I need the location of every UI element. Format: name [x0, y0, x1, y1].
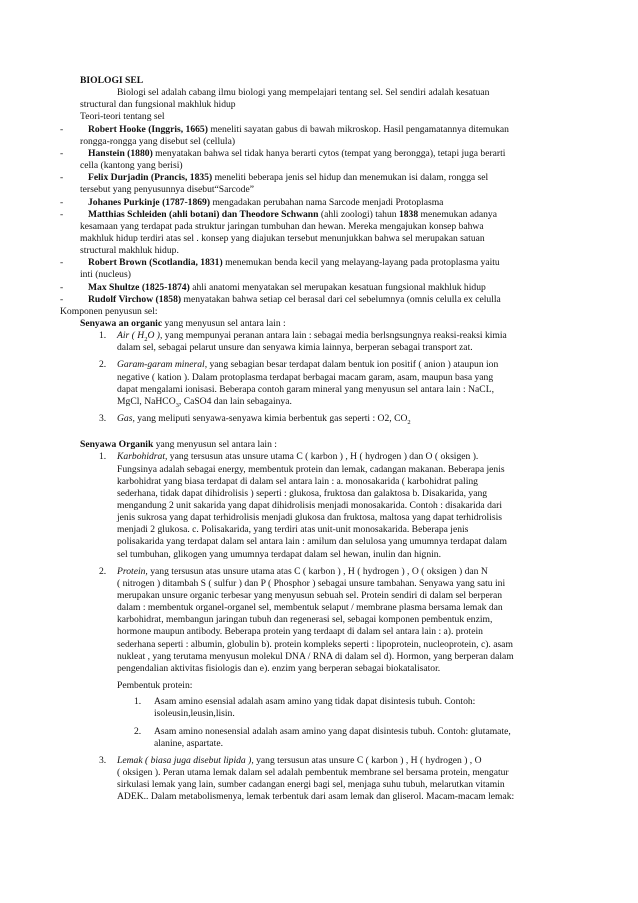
- subscript: 3: [175, 401, 179, 409]
- text-run: yang menyusun sel antara lain :: [153, 439, 277, 451]
- text-run: 2.: [99, 359, 107, 371]
- text-run: Asam amino esensial adalah asam amino yang tidak dapat disintesis tubuh. Contoh:: [154, 696, 476, 708]
- item-number: [99, 330, 106, 342]
- text-run: sirkulasi lemak yang lain, sumber cadangan energi bagi sel, menjaga suhu tubuh, melarutkan vitamin: [117, 779, 505, 791]
- theory-item: [88, 282, 486, 294]
- organic-heading: [80, 439, 277, 451]
- text-run: (ahli zoologi) tahun: [318, 208, 399, 220]
- organic-item-line: [117, 464, 505, 476]
- text-run: yang tersusun atas unsure utama C ( karbon ) , H ( hydrogen ) dan O ( oksigen ).: [167, 451, 479, 463]
- scientist-name: Rudolf Virchow (1858): [88, 293, 182, 305]
- text-run: Teori-teori tentang sel: [80, 111, 165, 123]
- protein-builder-line: [154, 696, 475, 708]
- inorganic-item-line: [117, 396, 292, 408]
- list-dash: -: [60, 147, 64, 159]
- text-run: meneliti beberapa jenis sel hidup dan menemukan isi dalam, rongga sel: [212, 172, 489, 184]
- title-text: BIOLOGI SEL: [80, 75, 144, 86]
- text-run: dalam sel, sebagai pelarut unsure dan senyawa kimia lainnya, berperan sebagai transport zat.: [117, 342, 473, 354]
- text-run: yang mempunyai peranan antara lain : sebagai media berlsngsungnya reaksi-reaksi kimia: [162, 330, 507, 342]
- text-run: sel tumbuhan, glikogen yang umumnya terdapat dalam sel hewan, inulin dan hignin.: [117, 548, 441, 560]
- organic-item-line: [117, 626, 483, 638]
- text-run: structural dan fungsional makhluk hidup: [80, 99, 236, 111]
- text-run: sederhana seperti : albumin, globulin b). protein kompleks seperti : lipoprotein, nucleoprotein, c). asam: [117, 638, 513, 650]
- scientist-name: Hanstein (1880): [88, 147, 153, 159]
- scientist-name: Robert Brown (Scotlandia, 1831): [88, 257, 223, 269]
- page-title: [80, 75, 143, 87]
- components-heading: [60, 306, 158, 318]
- text-run: menemukan adanya: [418, 208, 497, 220]
- theory-item: [88, 197, 443, 209]
- text-run: Pembentuk protein:: [117, 680, 193, 692]
- text-run: negative ( kation ). Dalam protoplasma terdapat berbagai macam garam, asam, maupun basa yang: [117, 371, 494, 383]
- inorganic-item-line: [117, 342, 473, 354]
- text-run: dapat mengalami ionisasi. Beberapa contoh garam mineral yang menyusun sel antara lain : NaCL,: [117, 383, 494, 395]
- italic-term: Lemak ( biasa juga disebut lipida ): [117, 754, 252, 766]
- text-run: dalam : membentuk organel-organel sel, membentuk selaput / membrane plasma bersama lemak dan: [117, 602, 503, 614]
- text-run: yang meliputi senyawa-senyawa kimia berbentuk gas seperti : O2, CO: [134, 413, 408, 425]
- theory-item-continuation: [80, 136, 235, 148]
- item-number: [99, 451, 106, 463]
- text-run: ( nitrogen ) ditambah S ( sulfur ) dan P ( Phosphor ) sebagai unsure tambahan. Senyawa yang satu ini: [117, 577, 506, 589]
- organic-item-line: [117, 549, 441, 561]
- theory-item: [88, 294, 501, 306]
- organic-item-line: [117, 639, 513, 651]
- text-run: kesamaan yang terdapat pada struktur jaringan tumbuhan dan hewan. Mereka mengajukan konsep bahwa: [80, 220, 484, 232]
- italic-term: Garam-garam mineral: [117, 359, 205, 371]
- inorganic-item-line: [117, 330, 507, 342]
- item-number: [134, 696, 141, 708]
- text-run: Asam amino nonesensial adalah asam amino yang dapat disintesis tubuh. Contoh: glutamate,: [154, 725, 511, 737]
- text-run: ( oksigen ). Peran utama lemak dalam sel adalah pembentuk membrane sel bersama protein, mengatur: [117, 766, 509, 778]
- text-run: makhluk hidup terdiri atas sel . konsep yang diajukan tersebut menunjukkan bahwa sel merupakan satuan: [80, 232, 485, 244]
- organic-item-line: [117, 524, 468, 536]
- list-dash: -: [60, 172, 64, 184]
- italic-term: Protein,: [117, 565, 148, 577]
- text-run: 3.: [99, 754, 107, 766]
- text-run: , CaSO4 dan lain sebagainya.: [178, 395, 292, 407]
- text-run: , yang sebagian besar terdapat dalam bentuk ion positif ( anion ) ataupun ion: [204, 359, 499, 371]
- theory-item-continuation: [80, 184, 254, 196]
- text-run: menjadi 2 glukosa. c. Polisakarida, yang terdiri atas unit-unit monosakarida. Beberapa jenis: [117, 524, 469, 536]
- italic-term: Gas,: [117, 413, 135, 425]
- italic-term: Karbohidrat,: [117, 451, 168, 463]
- text-run: tersebut yang penyusunnya disebut“Sarcode”: [80, 184, 254, 196]
- text-run: mengadakan perubahan nama Sarcode menjadi Protoplasma: [210, 196, 444, 208]
- text-run: pengendalian aktivitas fisiologis dan e). enzim yang berperan sebagai biokatalisator.: [117, 662, 441, 674]
- organic-item-line: [117, 476, 478, 488]
- organic-item-line: [117, 614, 492, 626]
- text-run: Fungsinya adalah sebagai energy, membentuk protein dan lemak, cadangan makanan. Beberapa jenis: [117, 463, 505, 475]
- scientist-name: Matthias Schleiden (ahli botani) dan Theodore Schwann: [88, 208, 319, 220]
- organic-item-line: [117, 578, 505, 590]
- text-run: structural makhluk hidup.: [80, 245, 179, 257]
- scientist-name: Max Shultze (1825-1874): [88, 281, 190, 293]
- theory-item-continuation: [80, 245, 179, 257]
- text-run: , yang tersusun atas unsure C ( karbon ) , H ( hydrogen ) , O: [251, 754, 482, 766]
- list-dash: -: [60, 257, 64, 269]
- text-run: hormone maupun antibody. Beberapa protein yang terdaapt di dalam sel antara lain : a). protein: [117, 626, 483, 638]
- text-run: menemukan benda kecil yang melayang-layang pada protoplasma yaitu: [222, 257, 500, 269]
- text-run: jenis sukrosa yang dapat terhidrolisis menjadi glukosa dan fruktosa, maltosa yang dapat terhidrolisis: [117, 512, 503, 524]
- item-number: [99, 359, 106, 371]
- text-run: nukleat , yang terutama menyusun molekul DNA / RNA di dalam sel d). Hormon, yang berperan dalam: [117, 650, 514, 662]
- theory-item: [88, 172, 488, 184]
- organic-item-line: [117, 779, 505, 791]
- list-dash: -: [60, 123, 64, 135]
- theory-item: [88, 148, 505, 160]
- text-run: isoleusin,leusin,lisin.: [154, 708, 235, 720]
- theory-item-continuation: [80, 233, 485, 245]
- organic-item-line: [117, 451, 478, 463]
- text-run: meneliti sayatan gabus di bawah mikroskop. Hasil pengamatannya ditemukan: [207, 123, 509, 135]
- text-run: 1.: [99, 330, 107, 342]
- bold-year: 1838: [398, 208, 419, 220]
- text-run: 3.: [99, 413, 107, 425]
- text-run: rongga-rongga yang disebut sel (cellula): [80, 135, 236, 147]
- organic-item-line: [117, 755, 482, 767]
- organic-item-line: [117, 488, 487, 500]
- organic-item-line: [117, 791, 514, 803]
- item-number: [134, 726, 141, 738]
- organic-item-line: [117, 663, 440, 675]
- text-run: menyatakan bahwa setiap cel berasal dari cel sebelumnya (omnis celulla ex celulla: [181, 293, 501, 305]
- text-run: alanine, aspartate.: [154, 737, 223, 749]
- item-number: [99, 755, 106, 767]
- intro-line: [117, 87, 489, 99]
- theory-item-continuation: [80, 160, 183, 172]
- item-number: [99, 413, 106, 425]
- protein-builder-line: [154, 738, 223, 750]
- text-run: karbohidrat yang biasa terdapat di dalam sel antara lain : a. monosakarida ( karbohidrat paling: [117, 475, 478, 487]
- protein-builder-line: [154, 708, 235, 720]
- inorganic-item-line: [117, 372, 493, 384]
- protein-builder-heading: [117, 680, 192, 692]
- organic-item-line: [117, 536, 507, 548]
- item-number: [99, 566, 106, 578]
- text-run: sederhana, tidak dapat dihidrolisis ) seperti : glukosa, fruktosa dan galaktosa b. Disakarida, yang: [117, 487, 488, 499]
- list-dash: -: [60, 208, 64, 220]
- inorganic-item-line: [117, 413, 411, 425]
- subscript: 2: [144, 336, 148, 344]
- text-run: 1.: [99, 451, 107, 463]
- organic-item-line: [117, 602, 503, 614]
- subscript: 2: [407, 418, 411, 426]
- organic-item-line: [117, 767, 509, 779]
- text-run: 2.: [134, 725, 142, 737]
- organic-item-line: [117, 651, 514, 663]
- inorganic-item-line: [117, 359, 498, 371]
- text-run: cella (kantong yang berisi): [80, 160, 183, 172]
- text-run: 1.: [134, 696, 142, 708]
- text-run: yang menyusun sel antara lain :: [162, 318, 286, 329]
- italic-term: Air ( H: [117, 330, 145, 342]
- organic-item-line: [117, 512, 502, 524]
- text-run: MgCl, NaHCO: [117, 395, 176, 407]
- bold-heading: Senyawa Organik: [80, 439, 154, 451]
- text-run: 2.: [99, 565, 107, 577]
- section-heading: [80, 111, 165, 123]
- theory-item: [88, 124, 509, 136]
- theory-item: [88, 257, 500, 269]
- organic-item-line: [117, 590, 502, 602]
- bold-heading: Senyawa an organic: [80, 318, 163, 329]
- text-run: ahli anatomi menyatakan sel merupakan kesatuan fungsional makhluk hidup: [189, 281, 486, 293]
- list-dash: -: [60, 196, 64, 208]
- list-dash: -: [60, 281, 64, 293]
- text-run: Komponen penyusun sel:: [60, 305, 158, 317]
- organic-item-line: [117, 566, 488, 578]
- text-run: inti (nucleus): [80, 269, 131, 281]
- text-run: karbohidrat, membangun jaringan tubuh dan regenerasi sel, sebagai komponen pembentuk enzim,: [117, 614, 493, 626]
- theory-item-continuation: [80, 269, 131, 281]
- intro-line: [80, 99, 236, 111]
- protein-builder-line: [154, 726, 511, 738]
- inorganic-heading: [80, 318, 286, 330]
- scientist-name: Felix Durjadin (Prancis, 1835): [88, 172, 213, 184]
- text-run: polisakarida yang terdapat dalam sel antara lain : amilum dan selulosa yang umumnya terdapat dalam: [117, 536, 508, 548]
- organic-item-line: [117, 500, 502, 512]
- text-run: Biologi sel adalah cabang ilmu biologi yang mempelajari tentang sel. Sel sendiri adalah kesatuan: [117, 87, 490, 99]
- text-run: mengandung 2 unit sakarida yang dapat dihidrolisis menjadi monosakarida. Contoh : disakarida dari: [117, 499, 502, 511]
- text-run: yang tersusun atas unsure utama atas C ( karbon ) , H ( hydrogen ) , O ( oksigen ) dan N: [147, 565, 488, 577]
- scientist-name: Johanes Purkinje (1787-1869): [88, 196, 211, 208]
- text-run: menyatakan bahwa sel tidak hanya berarti cytos (tempat yang berongga), tetapi juga berarti: [152, 147, 506, 159]
- scientist-name: Robert Hooke (Inggris, 1665): [88, 123, 208, 135]
- inorganic-item-line: [117, 384, 494, 396]
- italic-term: O ),: [147, 330, 163, 342]
- theory-item: [88, 209, 497, 221]
- list-dash: -: [60, 293, 64, 305]
- text-run: ADEK.. Dalam metabolismenya, lemak terbentuk dari asam lemak dan gliserol. Macam-macam lemak:: [117, 791, 515, 803]
- theory-item-continuation: [80, 221, 484, 233]
- text-run: merupakan unsure organic terbesar yang menyusun sebuah sel. Protein sendiri di dalam sel berperan: [117, 590, 503, 601]
